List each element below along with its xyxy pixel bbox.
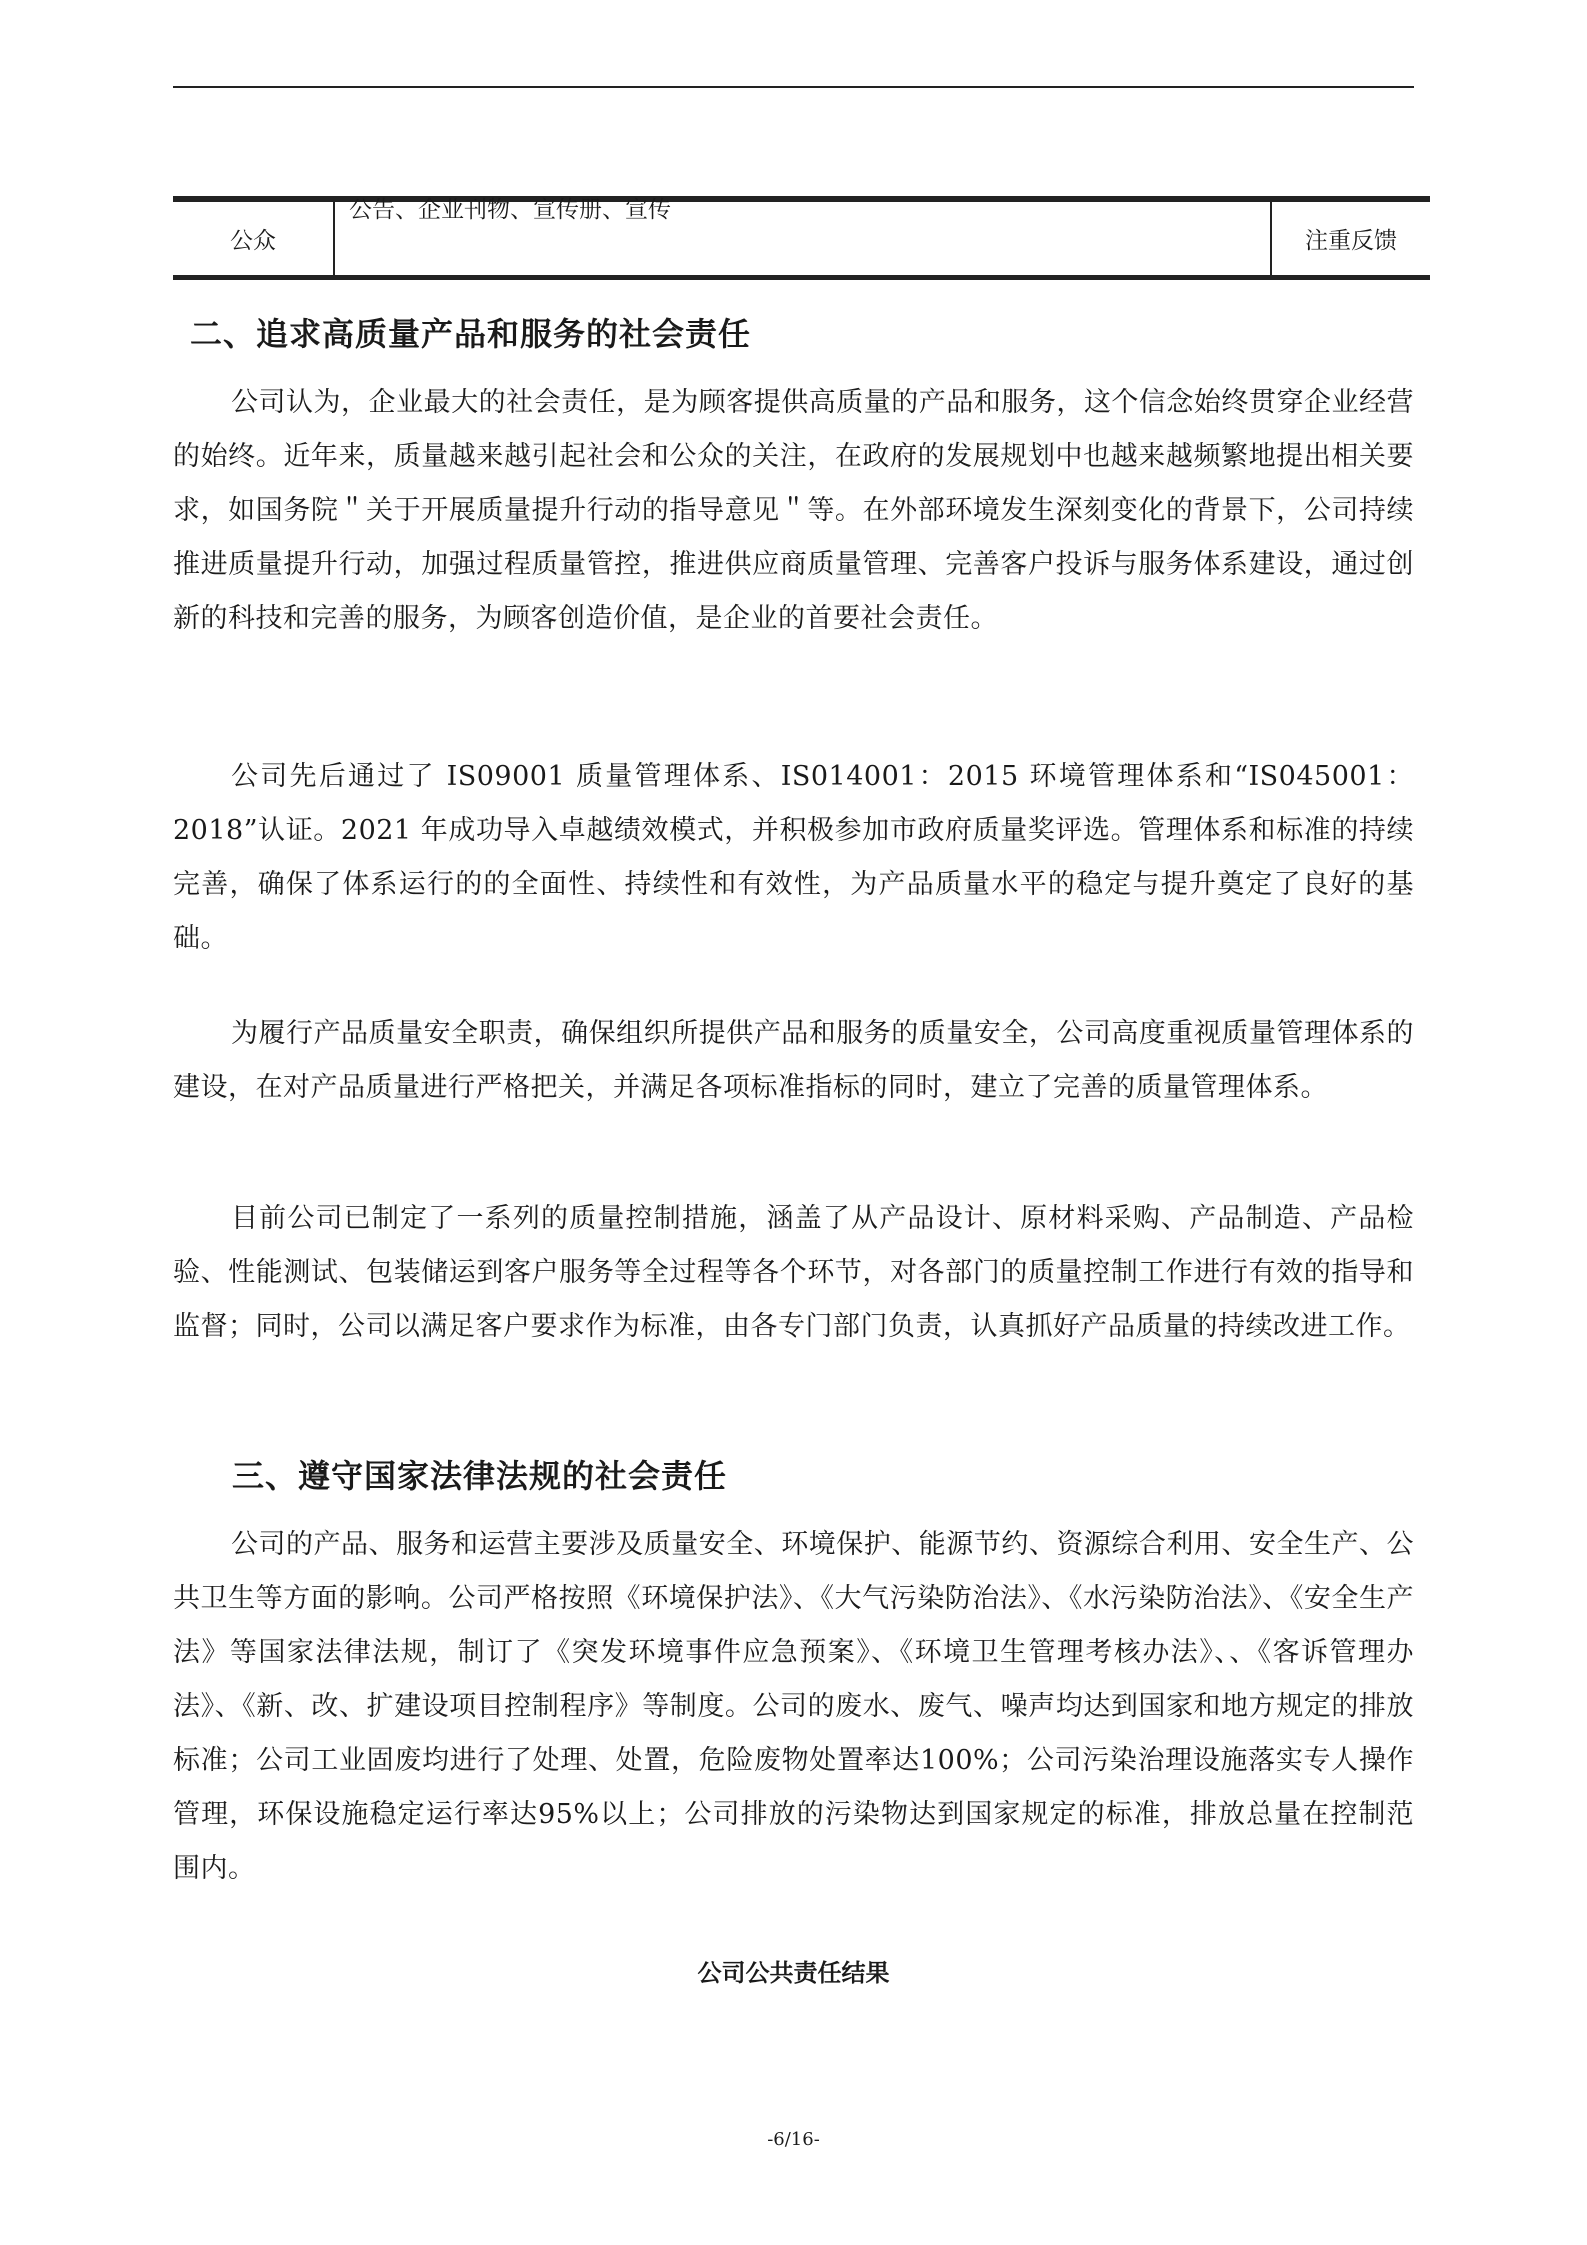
section2-paragraph-4: 目前公司已制定了一系列的质量控制措施，涵盖了从产品设计、原材料采购、产品制造、产品检验、性能测试、包装储运到客户服务等全过程等各个环节，对各部门的质量控制工作进行有效的指导和监督；同时，公司以满足客户要求作为标准，由各专门部门负责，认真抓好产品质量的持续改进工作。 xyxy=(173,1203,1414,1342)
channels-text: 公告、企业刊物、宣传册、宣传 xyxy=(349,197,671,223)
table-cell-stakeholder: 公众 xyxy=(230,228,276,254)
header-rule xyxy=(173,86,1414,88)
section2-paragraph-3: 为履行产品质量安全职责，确保组织所提供产品和服务的质量安全，公司高度重视质量管理体系的建设，在对产品质量进行严格把关，并满足各项标准指标的同时，建立了完善的质量管理体系。 xyxy=(173,1018,1414,1103)
section2-paragraph-1: 公司认为，企业最大的社会责任，是为顾客提供高质量的产品和服务，这个信念始终贯穿企业经营的始终。近年来，质量越来越引起社会和公众的关注，在政府的发展规划中也越来越频繁地提出相关要求，如国务院＂关于开展质量提升行动的指导意见＂等。在外部环境发生深刻变化的背景下，公司持续推进质量提升行动，加强过程质量管控，推进供应商质量管理、完善客户投诉与服务体系建设，通过创新的科技和完善的服务，为顾客创造价值，是企业的首要社会责任。 xyxy=(173,387,1414,634)
section2-heading: 二、追求高质量产品和服务的社会责任 xyxy=(190,315,752,353)
section2-paragraph-2: 公司先后通过了 IS09001 质量管理体系、IS014001：2015 环境管理体系和“IS045001：2018”认证。2021 年成功导入卓越绩效模式，并积极参加市政府质量奖评选。管理体系和标准的持续完善，确保了体系运行的的全面性、持续性和有效性，为产品质量水平的稳定与提升奠定了良好的基础。 xyxy=(173,761,1414,954)
stakeholder-table xyxy=(173,196,1430,280)
table-cell-focus: 注重反馈 xyxy=(1270,202,1430,275)
table-caption: 公司公共责任结果 xyxy=(697,1959,890,1987)
section3-heading: 三、遵守国家法律法规的社会责任 xyxy=(232,1457,728,1495)
section3-paragraph-1: 公司的产品、服务和运营主要涉及质量安全、环境保护、能源节约、资源综合利用、安全生产、公共卫生等方面的影响。公司严格按照《环境保护法》、《大气污染防治法》、《水污染防治法》、《安全生产法》等国家法律法规，制订了《突发环境事件应急预案》、《环境卫生管理考核办法》、、《客诉管理办法》、《新、改、扩建设项目控制程序》等制度。公司的废水、废气、噪声均达到国家和地方规定的排放标准；公司工业固废均进行了处理、处置，危险废物处置率达100%；公司污染治理设施落实专人操作管理，环保设施稳定运行率达95%以上；公司排放的污染物达到国家规定的标准，排放总量在控制范围内。 xyxy=(173,1529,1414,1884)
page-number: -6/16- xyxy=(767,2129,820,2150)
